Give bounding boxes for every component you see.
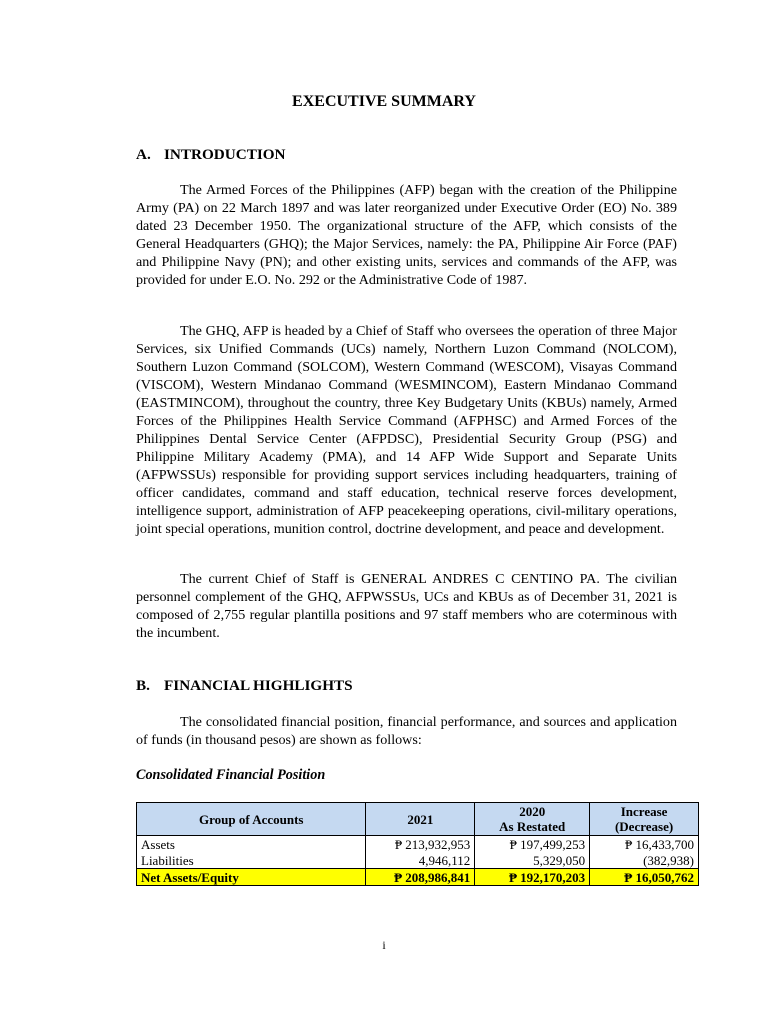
row-2020: 5,329,050 (475, 852, 590, 869)
total-2020: ₱ 192,170,203 (475, 869, 590, 886)
row-change: (382,938) (590, 852, 699, 869)
table-row (137, 852, 699, 869)
total-2021: ₱ 208,986,841 (366, 869, 475, 886)
header-change-label: Increase (620, 804, 668, 819)
intro-paragraph-1: The Armed Forces of the Philippines (AFP) began with the creation of the Philippine Army (PA) on 22 March 1897 and was later reorganized under Executive Order (EO) No. 389 dated 23 December 1950. The organizational structure of the AFP, which consists of the General Headquarters (GHQ); the Major Services, namely: the PA, Philippine Air Force (PAF) and Philippine Navy (PN); and other existing units, services and commands of the AFP, was provided for under E.O. No. 292 or the Administrative Code of 1987. (136, 182, 677, 288)
row-2021: 4,946,112 (366, 852, 475, 869)
section-a-heading (136, 146, 286, 164)
section-b-heading (136, 677, 353, 695)
row-change: ₱ 16,433,700 (590, 836, 699, 853)
financial-intro-paragraph: The consolidated financial position, financial performance, and sources and application of funds (in thousand pesos) are shown as follows: (136, 714, 677, 748)
table-total-row (137, 869, 699, 886)
header-change (590, 803, 699, 836)
section-b-title: FINANCIAL HIGHLIGHTS (164, 677, 353, 694)
total-change: ₱ 16,050,762 (590, 869, 699, 886)
row-2021: ₱ 213,932,953 (366, 836, 475, 853)
header-2020-year: 2020 (519, 804, 546, 819)
header-group: Group of Accounts (137, 803, 366, 836)
page-title: EXECUTIVE SUMMARY (292, 93, 476, 110)
section-a-title: INTRODUCTION (164, 146, 286, 163)
intro-paragraph-3: The current Chief of Staff is GENERAL ANDRES C CENTINO PA. The civilian personnel complement of the GHQ, AFPWSSUs, UCs and KBUs as of December 31, 2021 is composed of 2,755 regular plantilla positions and 97 staff members who are coterminous with the incumbent. (136, 571, 677, 641)
financial-position-table (136, 802, 699, 886)
table-header-row (137, 803, 699, 836)
table-row (137, 836, 699, 853)
intro-paragraph-2: The GHQ, AFP is headed by a Chief of Staff who oversees the operation of three Major Services, six Unified Commands (UCs) namely, Northern Luzon Command (NOLCOM), Southern Luzon Command (SOLCOM), Western Command (WESCOM), Visayas Command (VISCOM), Western Mindanao Command (WESMINCOM), Eastern Mindanao Command (EASTMINCOM), throughout the country, three Key Budgetary Units (KBUs) namely, Armed Forces of the Philippines Health Service Command (AFPHSC) and Armed Forces of the Philippines Dental Service Center (AFPDSC), Presidential Security Group (PSG) and Philippine Military Academy (PMA), and 14 AFP Wide Support and Separate Units (AFPWSSUs) responsible for providing support services including headquarters, training of officer candidates, command and staff education, technical reserve forces development, intelligence support, administration of AFP peacekeeping operations, civil-military operations, joint special operations, munition control, doctrine development, and peace and development. (136, 323, 677, 537)
header-2020-note: As Restated (499, 819, 566, 834)
header-2021: 2021 (366, 803, 475, 836)
row-label: Assets (137, 836, 366, 853)
section-b-letter: B. (136, 677, 150, 694)
section-a-letter: A. (136, 146, 151, 163)
table-caption: Consolidated Financial Position (136, 767, 326, 783)
row-label: Liabilities (137, 852, 366, 869)
header-change-note: (Decrease) (614, 819, 674, 834)
page-number: i (382, 938, 386, 952)
total-label: Net Assets/Equity (137, 869, 366, 886)
row-2020: ₱ 197,499,253 (475, 836, 590, 853)
header-2020 (475, 803, 590, 836)
